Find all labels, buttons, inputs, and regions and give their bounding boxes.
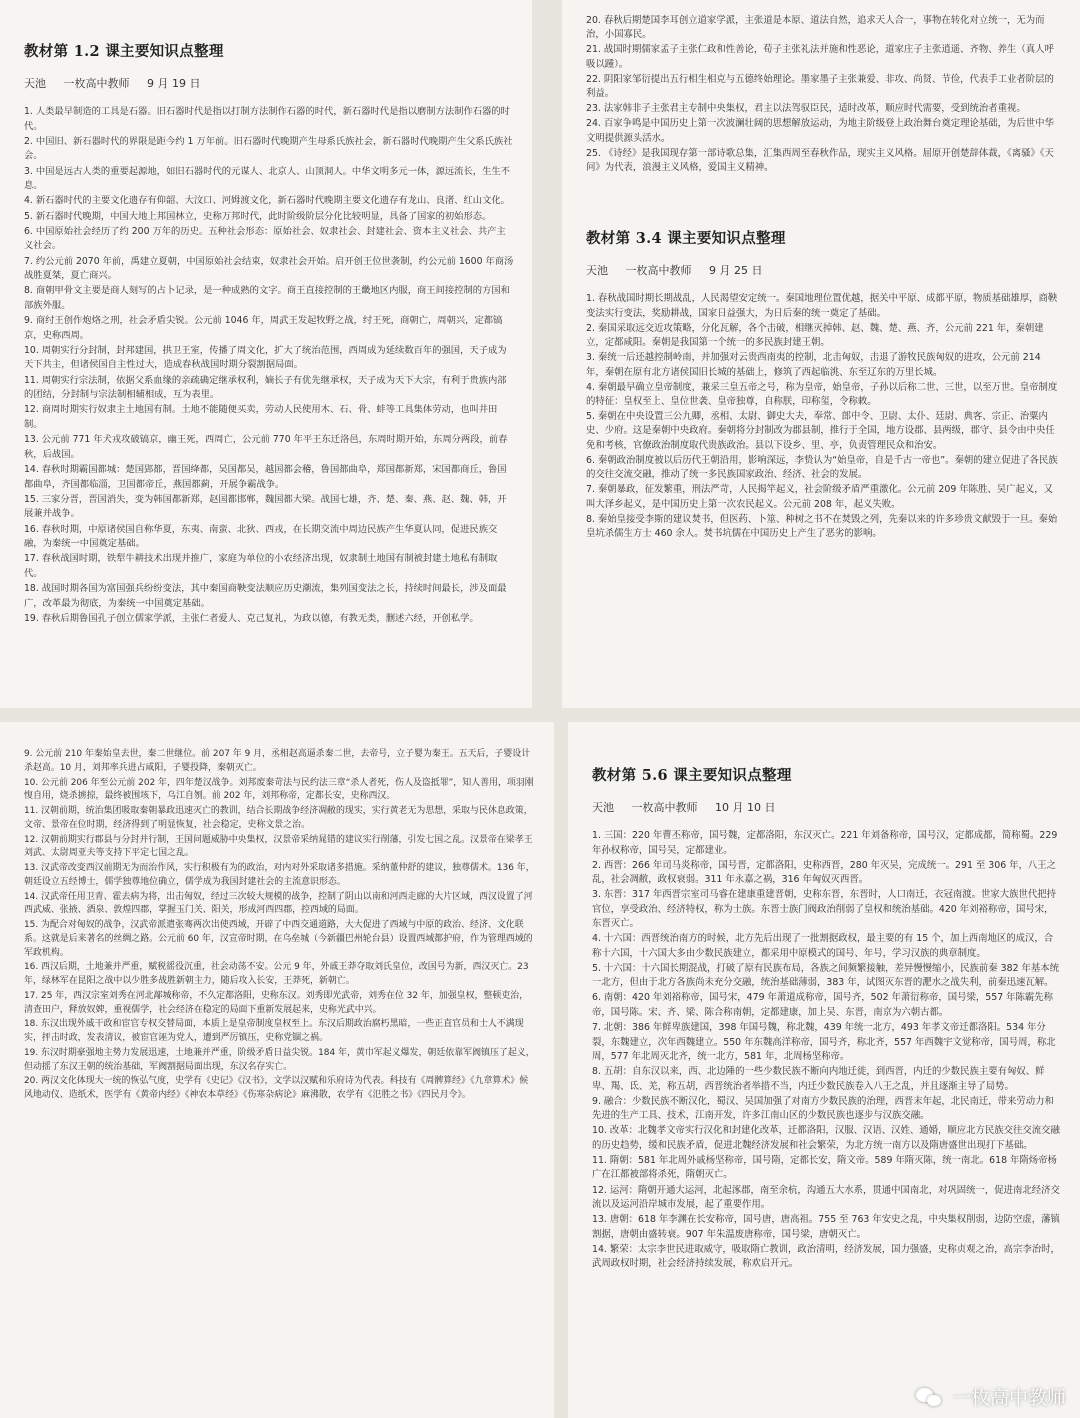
knowledge-point-item: 11. 周朝实行宗法制，依据父系血缘的亲疏确定继承权利，嫡长子有优先继承权，天子成为天下大宗，有利于贵族内部的团结，分封制与宗法制相辅相成，互为表里。 xyxy=(24,374,507,401)
knowledge-point-item: 15. 为配合对匈奴的战争，汉武帝派遣张骞两次出使西域，开辟了中西交通道路，大大促进了西域与中原的政治、经济、文化联系。这就是后来著名的丝绸之路。公元前 60 年，汉宣帝时期，在乌垒城（今新疆巴州轮台县）设置西域都护府，作为管理西域的军政机构。 xyxy=(24,920,533,958)
knowledge-point-item: 20. 两汉文化体现大一统的恢弘气度，史学有《史记》《汉书》，文学以汉赋和乐府诗为代表。科技有《周髀算经》《九章算术》候风地动仪、造纸术，医学有《黄帝内经》《神农本草经》《伤寒杂病论》麻沸散，农学有《氾胜之书》《四民月令》。 xyxy=(24,1076,529,1101)
knowledge-point-item: 1. 三国：220 年曹丕称帝，国号魏，定都洛阳，东汉灭亡。221 年刘备称帝，国号汉，定都成都，简称蜀。229 年孙权称帝，国号吴，定都建业。 xyxy=(592,830,1058,856)
knowledge-point-item: 10. 改革：北魏孝文帝实行汉化和封建化改革，迁都洛阳，汉服、汉语、汉姓、通婚，顺应北方民族交往交流交融的历史趋势，缓和民族矛盾，促进北魏经济发展和社会繁荣，为北方统一南方以及隋唐盛世出现打下基础。 xyxy=(592,1125,1060,1151)
knowledge-point-item: 6. 秦朝政治制度被以后历代王朝沿用，影响深远，李贽认为“始皇帝，自是千古一帝也”。秦朝的建立促进了各民族的交往交流交融，推动了统一多民族国家政治、经济、社会的发展。 xyxy=(586,454,1058,481)
knowledge-point-item: 8. 五胡：自东汉以来，西、北边陲的一些少数民族不断向内地迁徙，到西晋，内迁的少数民族主要有匈奴、鲜卑、羯、氐、羌，称五胡，西晋统治者举措不当，内迁少数民族卷入八王之乱，并且逐渐主导了局势。 xyxy=(592,1066,1045,1092)
document-page-4 xyxy=(568,722,1080,1418)
knowledge-point-item: 3. 中国是远古人类的重要起源地，如旧石器时代的元谋人、北京人、山顶洞人。中华文明多元一体，源远流长，生生不息。 xyxy=(24,165,510,192)
knowledge-point-item: 5. 秦朝在中央设置三公九卿，丞相、太尉、御史大夫，奉常、郎中令、卫尉、太仆、廷尉、典客、宗正、治粟内史、少府。这是秦朝中央政府。秦朝将分封制改为郡县制，推行于全国，地方设郡、县两级，郡守、县令由中央任免和考核，官僚政治制度取代贵族政治。县以下设乡、里、亭，负责管理民众和治安。 xyxy=(586,411,1055,451)
knowledge-point-item: 11. 隋朝：581 年北周外戚杨坚称帝，国号隋，定都长安，隋文帝。589 年隋灭陈，统一南北。618 年隋炀帝杨广在江都被部将杀死，隋朝灭亡。 xyxy=(592,1154,1057,1181)
knowledge-point-item: 7. 约公元前 2070 年前，禹建立夏朝，中国原始社会结束，奴隶社会开始。启开创王位世袭制，约公元前 1600 年商汤战胜夏桀，夏亡商兴。 xyxy=(24,255,514,282)
author-account: 一枚高中教师 xyxy=(63,77,130,90)
knowledge-point-item: 17. 25 年，西汉宗室刘秀在河北鄗城称帝，不久定都洛阳，史称东汉。刘秀即光武帝，刘秀在位 32 年，加强皇权，整顿吏治，清查田户，释放奴婢，重视儒学，社会经济在稳定的局面下重新发展起来，史称光武中兴。 xyxy=(24,990,529,1015)
knowledge-point-item: 2. 秦国采取远交近攻策略，分化瓦解，各个击破，相继灭掉韩、赵、魏、楚、燕、齐，公元前 221 年，秦朝建立，定都咸阳。秦朝是我国第一个统一的多民族封建王朝。 xyxy=(586,322,1044,349)
knowledge-point-item: 20. 春秋后期楚国李耳创立道家学派，主张道是本原、道法自然，追求天人合一，事物在转化对立统一，无为而治，小国寡民。 xyxy=(586,15,1045,41)
publish-date: 9 月 25 日 xyxy=(709,264,763,278)
knowledge-point-list-continued xyxy=(24,748,536,1103)
knowledge-point-item: 7. 秦朝暴政，征发繁重，刑法严苛，人民揭竿起义，社会阶级矛盾严重激化。公元前 209 年陈胜、吴广起义，又叫大泽乡起义，是中国历史上第一次农民起义。公元前 208 年，起义失败。 xyxy=(586,484,1054,510)
knowledge-point-item: 12. 运河：隋朝开通大运河，北起涿郡，南至余杭，沟通五大水系，贯通中国南北，对巩固统一，促进南北经济交流以及运河沿岸城市发展，起了重要作用。 xyxy=(592,1184,1060,1211)
knowledge-point-item: 14. 春秋时期霸国都城：楚国郢都，晋国绛都，吴国都吴，越国都会稽，鲁国都曲阜，郑国都新郑，宋国都商丘，鲁国都曲阜，齐国都临淄，卫国都帝丘，燕国都蓟，开展争霸战争。 xyxy=(24,463,507,490)
wechat-icon xyxy=(916,1386,944,1408)
publish-date: 9 月 19 日 xyxy=(147,77,201,90)
knowledge-point-item: 11. 汉朝前期，统治集团吸取秦朝暴政迅速灭亡的教训，结合长期战争经济凋敝的现实，实行黄老无为思想，采取与民休息政策，文帝、景帝在位时期，经济得到了明显恢复，社会稳定，史称文景之治。 xyxy=(24,806,533,830)
knowledge-point-item: 25. 《诗经》是我国现存第一部诗歌总集，汇集西周至春秋作品，现实主义风格。屈原开创楚辞体裁，《离骚》《天问》为代表，浪漫主义风格，爱国主义精神。 xyxy=(586,147,1054,174)
author-name: 天池 xyxy=(24,77,46,90)
page-title: 教材第 1.2 课主要知识点整理 xyxy=(24,43,224,60)
knowledge-point-item: 23. 法家韩非子主张君主专制中央集权，君主以法驾驭臣民，适时改革，顺应时代需要，受到统治者重视。 xyxy=(586,103,1026,115)
knowledge-point-item: 16. 西汉后期，土地兼并严重，赋税徭役沉重，社会动荡不安。公元 9 年，外戚王莽夺取刘氏皇位，改国号为新，西汉灭亡。23 年，绿林军在昆阳之战中以少胜多战胜新朝主力，随后攻入长安，王莽死，新朝亡。 xyxy=(24,962,529,987)
knowledge-point-list xyxy=(24,105,514,626)
knowledge-point-item: 6. 中国原始社会经历了约 200 万年的历史。五种社会形态：原始社会、奴隶社会、封建社会、资本主义社会、共产主义社会。 xyxy=(24,225,506,252)
author-account: 一枚高中教师 xyxy=(631,801,698,814)
knowledge-point-item: 19. 春秋后期鲁国孔子创立儒家学派，主张仁者爱人、克己复礼，为政以德，有教无类，删述六经，开创私学。 xyxy=(24,612,479,624)
knowledge-point-item: 1. 春秋战国时期长期战乱，人民渴望安定统一。秦国地理位置优越，据关中平原、成都平原，物质基础雄厚，商鞅变法实行变法，奖励耕战，国家日益强大，为日后秦的统一奠定了基础。 xyxy=(586,293,1058,319)
lesson-section xyxy=(582,227,1062,541)
knowledge-point-item: 4. 十六国：西晋统治南方的时候，北方先后出现了一批割据政权，最主要的有 15 个，加上西南地区的成汉，合称十六国，十六国大多由少数民族建立，都采用中原模式的国号、年号，学习汉族的典章制度。 xyxy=(592,933,1054,959)
knowledge-point-item: 3. 秦统一后还越控制岭南，并加强对云贵西南夷的控制，北击匈奴，击退了游牧民族匈奴的进攻，公元前 214 年，秦朝在原有北方诸侯国旧长城的基础上，修筑了西起临洮、东至辽东的万里长城。 xyxy=(586,352,1041,378)
knowledge-point-item: 12. 商周时期实行奴隶主土地国有制。土地不能随便买卖，劳动人民使用木、石、骨、蚌等工具集体劳动，也叫井田制。 xyxy=(24,404,498,430)
knowledge-point-item: 2. 中国旧、新石器时代的界限是距今约 1 万年前。旧石器时代晚期产生母系氏族社会，新石器时代晚期产生父系氏族社会。 xyxy=(24,135,513,162)
knowledge-point-item: 13. 公元前 771 年犬戎攻破镐京，幽王死，西周亡，公元前 770 年平王东迁洛邑，东周时期开始，东周分两段，前春秋，后战国。 xyxy=(24,434,508,460)
document-page-3 xyxy=(0,722,554,1418)
knowledge-point-item: 5. 新石器时代晚期，中国大地上邦国林立，史称万邦时代，此时阶级阶层分化比较明显，具备了国家的初始形态。 xyxy=(24,210,492,222)
byline xyxy=(586,262,1062,278)
knowledge-point-item: 8. 秦始皇接受李斯的建议焚书，但医药、卜筮、种树之书不在焚毁之列，先秦以来的许多珍贵文献毁于一旦。秦始皇坑杀儒生方士 460 余人。焚书坑儒在中国历史上产生了恶劣的影响。 xyxy=(586,513,1058,540)
knowledge-point-item: 18. 东汉出现外戚干政和宦官专权交替局面，本质上是皇帝制度皇权至上。东汉后期政治腐朽黑暗，一些正直官员和士人不满现实，抨击时政，发表清议，被宦官诬为党人，遭到严厉镇压，史称党锢之祸。 xyxy=(24,1019,524,1044)
knowledge-point-item: 13. 唐朝：618 年李渊在长安称帝，国号唐，唐高祖。755 至 763 年安史之乱，中央集权削弱，边防空虚，藩镇割据，唐朝由盛转衰。907 年朱温废唐称帝，国号梁，唐朝灭亡。 xyxy=(592,1214,1060,1240)
document-page-1 xyxy=(0,0,532,708)
document-page-2 xyxy=(562,0,1080,708)
knowledge-point-item: 12. 汉朝前期实行郡县与分封并行制，王国问题威胁中央集权，汉景帝采纳晁错的建议实行削藩，引发七国之乱。汉景帝在梁孝王刘武、太尉周亚夫等支持下平定七国之乱。 xyxy=(24,834,533,859)
knowledge-point-item: 9. 融合：少数民族不断汉化，蜀汉、吴国加强了对南方少数民族的治理，西晋末年起，北民南迁，带来劳动力和先进的生产工具、技术，江南开发，许多江南山区的少数民族也逐步与汉族交融。 xyxy=(592,1095,1054,1122)
page-title: 教材第 5.6 课主要知识点整理 xyxy=(592,767,792,784)
knowledge-point-list xyxy=(592,829,1062,1272)
byline xyxy=(592,799,1062,815)
watermark-text: 一枚高中教师 xyxy=(951,1387,1066,1409)
byline xyxy=(24,75,514,91)
knowledge-point-item: 2. 西晋：266 年司马炎称帝，国号晋，定都洛阳，史称西晋，280 年灭吴，完成统一。291 至 306 年，八王之乱，社会凋敝，政权衰弱。311 年永嘉之祸，316 年匈奴灭西晋。 xyxy=(592,859,1057,886)
knowledge-point-item: 1. 人类最早制造的工具是石器。旧石器时代是指以打制方法制作石器的时代，新石器时代是指以磨制方法制作石器的时代。 xyxy=(24,106,510,132)
knowledge-point-item: 17. 春秋战国时期，铁犁牛耕技术出现并推广，家庭为单位的小农经济出现，奴隶制土地国有制被封建土地私有制取代。 xyxy=(24,553,498,579)
knowledge-point-item: 8. 商朝甲骨文主要是商人刻写的占卜记录，是一种成熟的文字。商王直接控制的王畿地区内服，商王间接控制的方国和部族外服。 xyxy=(24,285,510,311)
knowledge-point-item: 19. 东汉时期豪强地主势力发展迅速，土地兼并严重，阶级矛盾日益尖锐。184 年，黄巾军起义爆发，朝廷依靠军阀镇压了起义，但动摇了东汉王朝的统治基础，军阀割据局面出现，东汉名存实亡。 xyxy=(24,1047,535,1072)
publish-date: 10 月 10 日 xyxy=(715,801,776,814)
knowledge-point-item: 4. 秦朝最早确立皇帝制度，兼采三皇五帝之号，称为皇帝，始皇帝，子孙以后称二世、三世，以至万世。皇帝制度的特征：皇权至上、皇位世袭、皇帝独尊，自称朕，印称玺，令称敕。 xyxy=(586,381,1058,408)
knowledge-point-item: 10. 公元前 206 年至公元前 202 年，四年楚汉战争。刘邦废秦苛法与民约法三章“杀人者死，伤人及盗抵罪”，知人善用，项羽刚愎自用，烧杀掳掠，最终被围垓下，乌江自刎。前 202 年，刘邦称帝，定都长安，史称西汉。 xyxy=(24,777,534,802)
knowledge-point-item: 4. 新石器时代的主要文化遗存有仰韶、大汶口、河姆渡文化，新石器时代晚期主要文化遗存有龙山、良渚、红山文化。 xyxy=(24,195,510,207)
knowledge-point-item: 10. 周朝实行分封制，封邦建国，拱卫王室，传播了周文化，扩大了统治范围，西周成为延续数百年的强国，天子成为天下共主，但诸侯国自主性过大，造成春秋战国时期分裂割据局面。 xyxy=(24,344,507,371)
knowledge-point-item: 24. 百家争鸣是中国历史上第一次波澜壮阔的思想解放运动，为地主阶级登上政治舞台奠定理论基础，为后世中华文明提供源头活水。 xyxy=(586,118,1054,144)
knowledge-point-list-continued xyxy=(586,14,1062,175)
knowledge-point-item: 3. 东晋：317 年西晋宗室司马睿在建康重建晋朝，史称东晋，东晋时，人口南迁，衣冠南渡。世家大族世代把持官位，享受政治、经济特权，称为士族。东晋士族门阀政治削弱了皇权和统治基础。420 年刘裕称帝，国号宋，东晋灭亡。 xyxy=(592,889,1057,930)
page-title: 教材第 3.4 课主要知识点整理 xyxy=(586,230,786,248)
knowledge-point-item: 5. 十六国：十六国长期混战，打破了原有民族布局，各族之间频繁接触，差异慢慢缩小，民族前秦 382 年基本统一北方，但由于北方各族尚未充分交融，统治基础薄弱，383 年，试图灭东晋的淝水之战失利，前秦迅速瓦解。 xyxy=(592,962,1060,989)
knowledge-point-item: 15. 三家分晋，晋国消失，变为韩国都新郑，赵国都邯郸，魏国都大梁。战国七雄，齐、楚、秦、燕、赵、魏、韩，开展兼并战争。 xyxy=(24,493,507,520)
knowledge-point-item: 18. 战国时期各国为富国强兵纷纷变法，其中秦国商鞅变法顺应历史潮流，集列国变法之长，持续时间最长，涉及面最广，改革最为彻底，为秦统一中国奠定基础。 xyxy=(24,583,507,609)
knowledge-point-item: 14. 繁荣：太宗李世民进取威守，吸取隋亡教训，政治清明，经济发展，国力强盛，史称贞观之治，高宗李治时，武周政权时期，社会经济持续发展，称欢启开元。 xyxy=(592,1243,1060,1270)
knowledge-point-list xyxy=(586,292,1062,541)
author-name: 天池 xyxy=(586,264,608,278)
knowledge-point-item: 13. 汉武帝改变西汉前期无为而治作风，实行积极有为的政治，对内对外采取诸多措施。采纳董仲舒的建议，独尊儒术。136 年，朝廷设立五经博士，儒学独尊地位确立，儒学成为我国封建社会的主流意识形态。 xyxy=(24,863,535,887)
knowledge-point-item: 9. 公元前 210 年秦始皇去世，秦二世继位。前 207 年 9 月，丞相赵高逼杀秦二世，去帝号，立子婴为秦王。五天后，子婴设计杀赵高。10 月，刘邦率兵进占咸阳，子婴投降，秦朝灭亡。 xyxy=(24,749,531,773)
knowledge-point-item: 22. 阴阳家邹衍提出五行相生相克与五德终始理论。墨家墨子主张兼爱、非攻、尚贤、节俭，代表手工业者阶层的利益。 xyxy=(586,73,1054,100)
author-name: 天池 xyxy=(592,801,614,814)
knowledge-point-item: 9. 商纣王创作炮烙之刑，社会矛盾尖锐。公元前 1046 年，周武王发起牧野之战，纣王死，商朝亡，周朝兴，定都镐京，史称西周。 xyxy=(24,315,503,341)
knowledge-point-item: 7. 北朝：386 年鲜卑族建国，398 年国号魏，称北魏，439 年统一北方，493 年孝文帝迁都洛阳。534 年分裂，东魏建立，次年西魏建立。550 年东魏高洋称帝，国号齐，称北齐，557 年西魏宇文觉称帝，国号周，称北周，577 年北周灭北齐，统一北方，581 年，北周杨坚称帝。 xyxy=(592,1022,1056,1063)
watermark xyxy=(916,1383,1066,1410)
knowledge-point-item: 6. 南朝：420 年刘裕称帝，国号宋，479 年萧道成称帝，国号齐，502 年萧衍称帝，国号梁，557 年陈霸先称帝，国号陈。宋、齐、梁、陈合称南朝，定都建康，加上吴、东晋，南京为六朝古都。 xyxy=(592,992,1054,1018)
knowledge-point-item: 14. 汉武帝任用卫青、霍去病为将，出击匈奴，经过三次较大规模的战争，控制了阴山以南和河西走廊的大片区域，西汉设置了河西武威、张掖、酒泉、敦煌四郡，掌握玉门关、阳关，形成河西四郡，控西域的局面。 xyxy=(24,891,533,916)
knowledge-point-item: 21. 战国时期儒家孟子主张仁政和性善论，荀子主张礼法并施和性恶论，道家庄子主张逍遥、齐物、养生（真人呼吸以踵）。 xyxy=(586,44,1054,70)
author-account: 一枚高中教师 xyxy=(625,264,692,278)
knowledge-point-item: 16. 春秋时期，中原诸侯国自称华夏，东夷、南蛮、北狄、西戎，在长期交流中周边民族产生华夏认同，促进民族交融，为秦统一中国奠定基础。 xyxy=(24,523,498,550)
